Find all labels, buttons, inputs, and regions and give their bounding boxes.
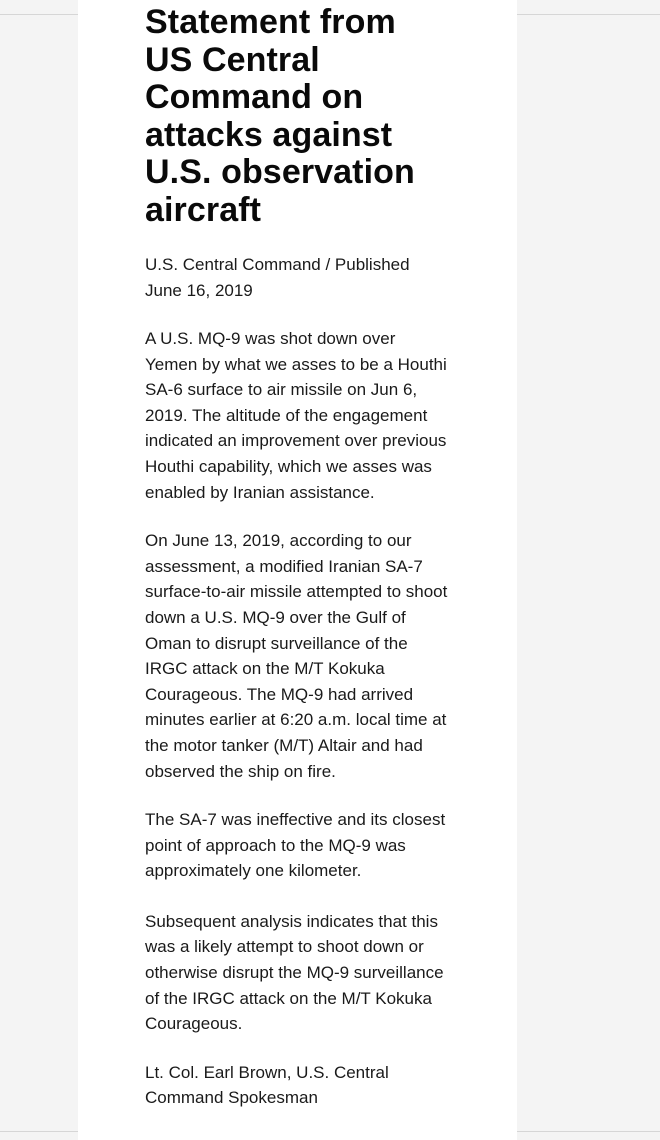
article-paragraph: Subsequent analysis indicates that this was a likely attempt to shoot down or otherwise disrupt the MQ-9 surveillance of the IRGC attack on the M/T Kokuka Courageous. bbox=[145, 911, 444, 1034]
article-paragraph: A U.S. MQ-9 was shot down over Yemen by what we asses to be a Houthi SA-6 surface to air missile on Jun 6, 2019. The altitude of the engagement indicated an improvement over previous Houthi capability, which we asses was enabled by Iranian assistance. bbox=[145, 329, 447, 502]
article-page bbox=[78, 0, 517, 1140]
article-paragraph: On June 13, 2019, according to our assessment, a modified Iranian SA-7 surface-to-air missile attempted to shoot down a U.S. MQ-9 over the Gulf of Oman to disrupt surveillance of the IRGC attack on the M/T Kokuka Courageous. The MQ-9 had arrived minutes earlier at 6:20 a.m. local time at the motor tanker (M/T) Altair and had observed the ship on fire. bbox=[145, 531, 448, 781]
page-edge-divider bbox=[0, 1131, 78, 1132]
page-edge-divider bbox=[0, 14, 78, 15]
article-content bbox=[145, 4, 450, 1111]
article-paragraph: The SA-7 was ineffective and its closest point of approach to the MQ-9 was approximately one kilometer. bbox=[145, 810, 446, 881]
article-title: Statement from US Central Command on attacks against U.S. observation aircraft bbox=[145, 3, 415, 229]
article-byline: U.S. Central Command / Published June 16, 2019 bbox=[145, 255, 410, 300]
page-edge-divider bbox=[517, 1131, 660, 1132]
article-signature: Lt. Col. Earl Brown, U.S. Central Command Spokesman bbox=[145, 1062, 389, 1108]
page-edge-divider bbox=[517, 14, 660, 15]
